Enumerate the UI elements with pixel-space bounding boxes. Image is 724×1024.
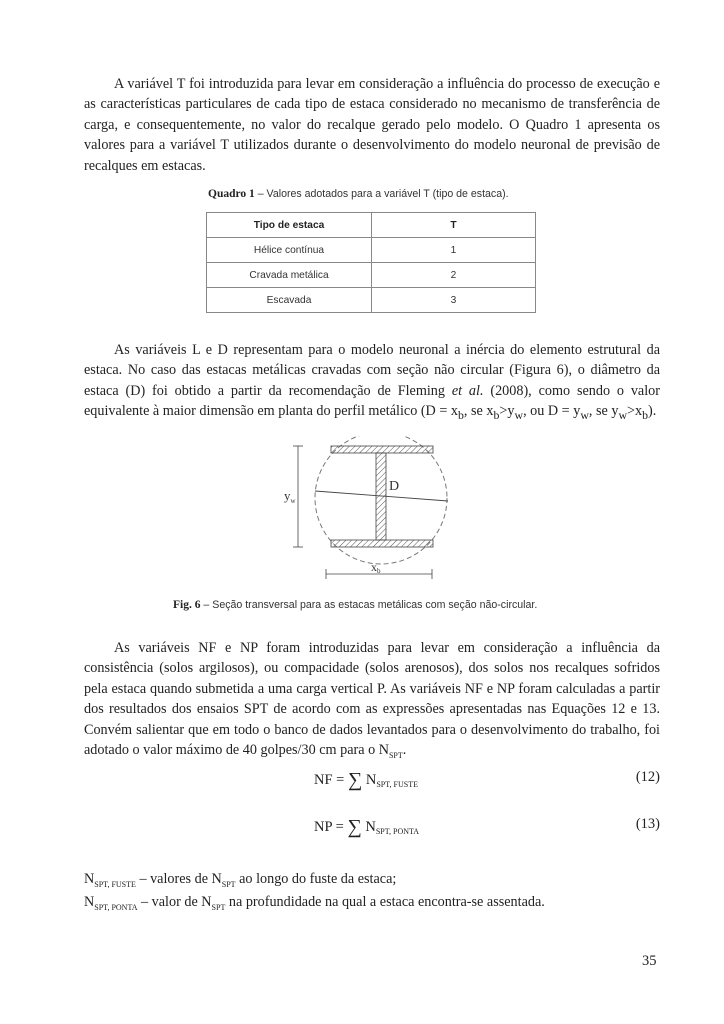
- equation-12: [314, 769, 418, 792]
- equation-term: N: [361, 819, 376, 835]
- subscript: SPT: [221, 879, 236, 889]
- paragraph-text: As variáveis L e D representam para o modelo neuronal a inércia do elemento estrutural da estaca. No caso das estacas metálicas cravadas com seção não circular (Figura 6), o diâmetro da estaca (D) foi obtido a partir da recomendação de Fleming: [84, 342, 660, 399]
- label-xb: xb: [371, 560, 381, 575]
- paragraph-text: A variável T foi introduzida para levar em consideração a influência do processo de execução e as características particulares de cada tipo de estaca considerado no mecanismo de transferência de carga, e consequentemente, no valor do recalque gerado pelo modelo. O Quadro 1 apresenta os valores para a variável T utilizados durante o desenvolvimento do modelo neuronal de previsão de recalques em estacas.: [84, 76, 660, 174]
- table-cell: 1: [372, 238, 536, 263]
- subscript: b: [642, 408, 649, 423]
- definition-text: – valor de N: [137, 894, 212, 910]
- table-header-row: [207, 213, 536, 238]
- definition-nspt-ponta: [84, 894, 545, 912]
- paragraph-text: , se x: [463, 403, 494, 420]
- subscript: SPT, PONTA: [94, 902, 138, 912]
- definition-text: – valores de N: [135, 871, 222, 887]
- table-cell: Escavada: [207, 288, 372, 313]
- paragraph-text: >x: [626, 403, 643, 420]
- label-d: D: [389, 479, 400, 494]
- subscript: SPT, PONTA: [375, 827, 420, 836]
- paragraph-text: >y: [499, 403, 515, 420]
- subscript: w: [514, 408, 524, 423]
- table-cell: 2: [372, 263, 536, 288]
- subscript: w: [618, 408, 627, 423]
- equation-term: N: [362, 772, 377, 788]
- table-header-cell: T: [372, 213, 536, 238]
- figure-caption-text: – Seção transversal para as estacas metálicas com seção não-circular.: [200, 599, 538, 611]
- paragraph-variable-t: [84, 74, 660, 176]
- page-number: 35: [642, 953, 657, 969]
- steel-section-figure: [280, 436, 460, 584]
- equation-lhs: NF =: [314, 772, 348, 788]
- definition-term: N: [84, 871, 95, 887]
- figure-caption: [173, 599, 537, 611]
- table-caption-label: Quadro 1: [208, 188, 255, 200]
- subscript: b: [458, 408, 464, 423]
- paragraph-text: , ou D = y: [523, 403, 581, 420]
- definition-text: ao longo do fuste da estaca;: [235, 871, 397, 887]
- equation-number-13: (13): [635, 816, 660, 832]
- paragraph-text: As variáveis NF e NP foram introduzidas para levar em consideração a influência da consistência (solos argilosos), ou compacidade (solos arenosos), dos solos nos recalques sofridos pela estaca quando submetida a uma carga vertical P. As variáveis NF e NP foram calculadas a partir dos resultados dos ensaios SPT de acordo com as expressões apresentadas nas Equações 12 e 13. Convém salientar que em todo o banco de dados levantados para o desenvolvimento do trabalho, foi adotado o valor máximo de 40 golpes/30 cm para o N: [84, 640, 660, 759]
- definition-nspt-fuste: [84, 871, 396, 889]
- top-flange: [331, 446, 433, 453]
- subscript: SPT: [211, 902, 226, 912]
- paragraph-text: (2008), como sendo o valor equivalente à maior dimensão em planta do perfil metálico (D = x: [84, 382, 660, 420]
- subscript: SPT, FUSTE: [94, 879, 136, 889]
- table-row: [207, 238, 536, 263]
- equation-number-12: (12): [635, 769, 660, 785]
- subscript: b: [493, 408, 500, 423]
- figure-caption-label: Fig. 6: [173, 599, 201, 611]
- paragraph-variables-l-d: [84, 340, 660, 425]
- table-cell: Cravada metálica: [207, 263, 372, 288]
- paragraph-text: .: [402, 742, 407, 759]
- table-cell: Hélice contínua: [207, 238, 372, 263]
- table-header-cell: Tipo de estaca: [207, 213, 372, 238]
- bottom-flange: [331, 540, 433, 547]
- paragraph-text: ).: [648, 403, 657, 420]
- equation-13: [314, 816, 419, 839]
- sigma-symbol: ∑: [347, 816, 362, 838]
- paragraph-variables-nf-np: [84, 638, 660, 766]
- subscript: SPT, FUSTE: [376, 780, 418, 789]
- definition-text: na profundidade na qual a estaca encontra-se assentada.: [225, 894, 545, 910]
- paragraph-text: , se y: [588, 403, 619, 420]
- subscript: SPT: [388, 750, 403, 760]
- subscript: w: [580, 408, 589, 423]
- table-row: [207, 263, 536, 288]
- definition-term: N: [84, 894, 95, 910]
- table-row: [207, 288, 536, 313]
- table-caption-text: – Valores adotados para a variável T (tipo de estaca).: [254, 188, 509, 200]
- label-yw: $y_w$: [284, 488, 296, 505]
- table-caption: [208, 188, 509, 200]
- values-table: [206, 212, 536, 313]
- sigma-symbol: ∑: [347, 769, 363, 791]
- citation-et-al: et al.: [451, 382, 484, 399]
- equation-lhs: NP =: [314, 819, 348, 835]
- table-cell: 3: [372, 288, 536, 313]
